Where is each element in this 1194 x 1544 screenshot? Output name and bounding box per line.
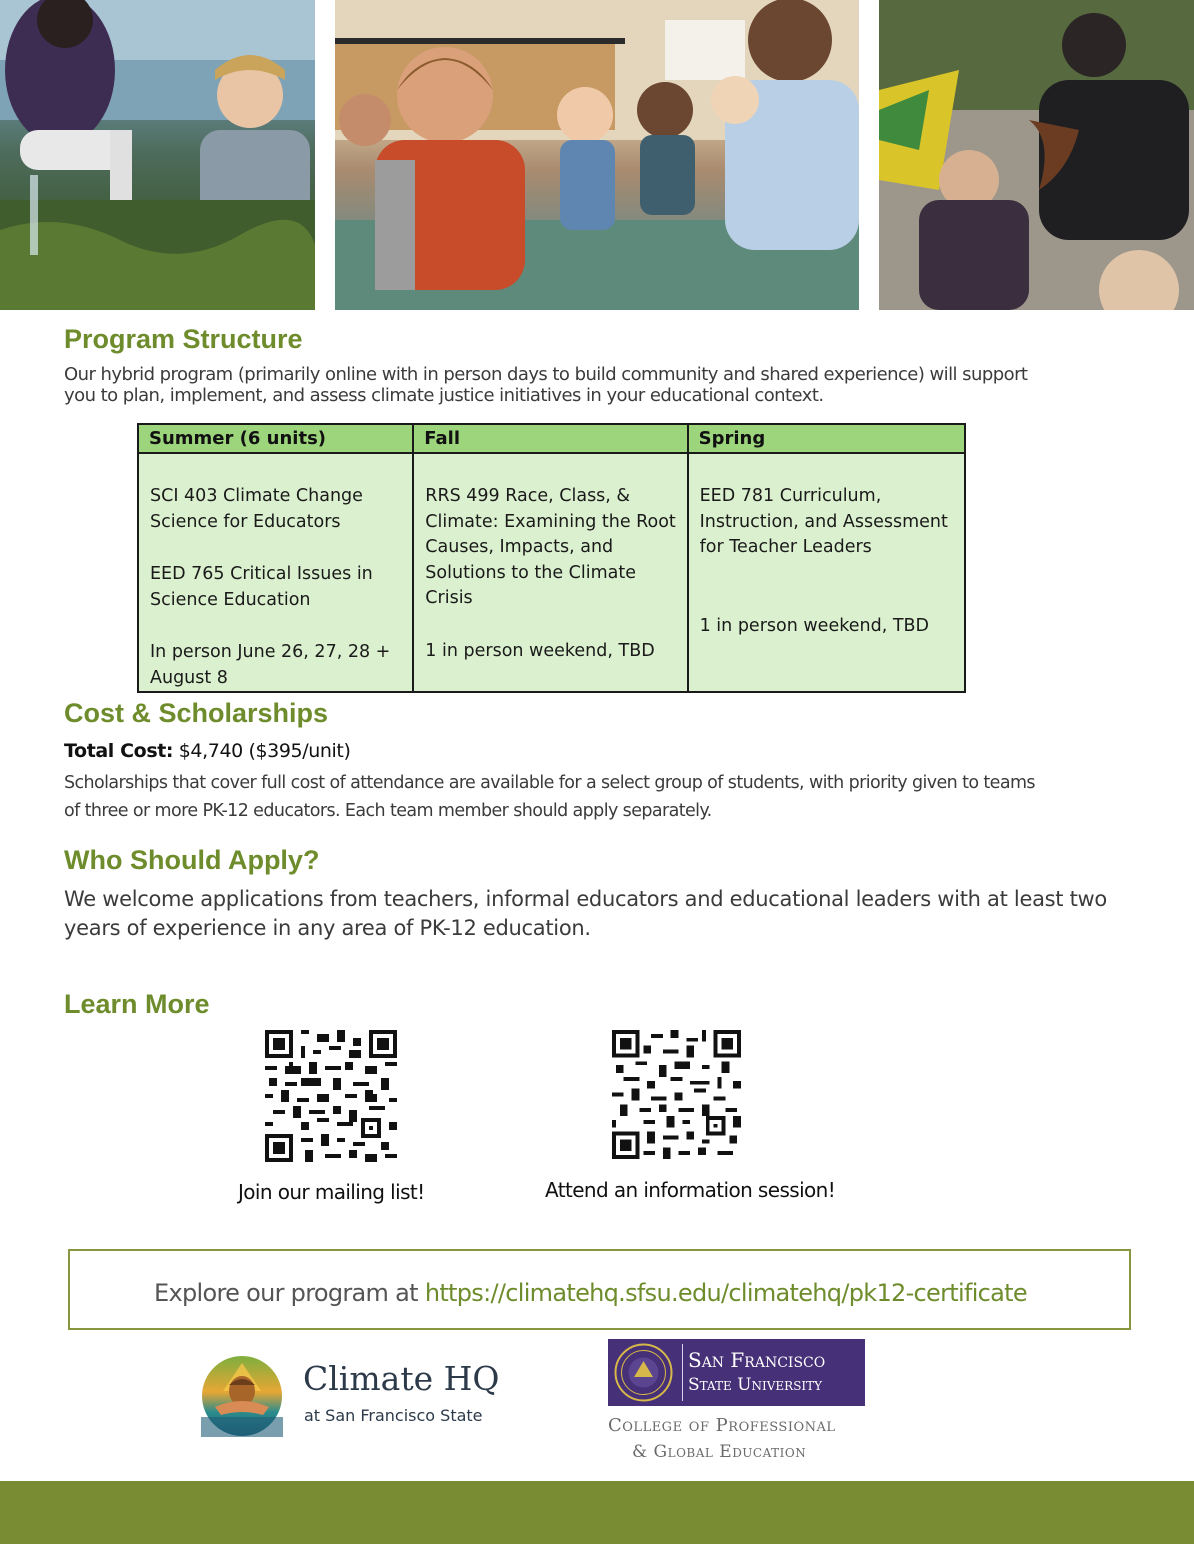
spring-cell: [688, 453, 965, 692]
climate-hq-logo-icon: [201, 1355, 283, 1437]
photo-classroom-circle: [335, 0, 859, 310]
fall-in-person-dates: 1 in person weekend, TBD: [425, 640, 655, 661]
who-should-apply-heading: Who Should Apply?: [64, 845, 320, 875]
course-eed-781: EED 781 Curriculum, Instruction, and Assessment for Teacher Leaders: [699, 486, 948, 557]
fall-cell: [413, 453, 687, 692]
scholarship-line-2: of three or more PK-12 educators. Each team member should apply separately.: [64, 801, 712, 821]
course-eed-765: EED 765 Critical Issues in Science Education: [150, 564, 373, 610]
info-session-caption: Attend an information session!: [545, 1178, 836, 1202]
course-schedule-table: [137, 423, 966, 693]
eligibility-line-2: years of experience in any area of PK-12 education.: [64, 916, 591, 940]
photo-tidepool-children: [0, 0, 315, 310]
mailing-list-qr-code[interactable]: [265, 1030, 397, 1162]
sfsu-name-line-2: State University: [688, 1375, 823, 1395]
total-cost: [64, 740, 350, 762]
total-cost-label: Total Cost:: [64, 740, 174, 762]
sfsu-logo-divider: [682, 1344, 683, 1401]
program-intro: [64, 364, 1027, 406]
explore-program-text: [154, 1279, 1027, 1307]
course-sci-403: SCI 403 Climate Change Science for Educators: [150, 486, 363, 532]
spring-in-person-dates: 1 in person weekend, TBD: [699, 615, 929, 636]
program-intro-line-1: Our hybrid program (primarily online with in person days to build community and shared experience) will support: [64, 364, 1028, 385]
sfsu-logo: [608, 1339, 865, 1406]
course-rrs-499: RRS 499 Race, Class, & Climate: Examining the Root Causes, Impacts, and Solutions to the Climate Crisis: [425, 486, 676, 608]
summer-cell: [138, 453, 413, 692]
college-name-line-2: & Global Education: [632, 1442, 807, 1462]
total-cost-value: $4,740 ($395/unit): [173, 740, 351, 762]
footer-bar: [0, 1481, 1194, 1544]
climate-hq-subtitle: at San Francisco State: [304, 1406, 483, 1425]
table-row: [138, 453, 965, 692]
explore-program-box: [68, 1249, 1131, 1330]
scholarship-line-1: Scholarships that cover full cost of attendance are available for a select group of students, with priority given to teams: [64, 773, 1035, 793]
scholarship-description: [64, 769, 1035, 825]
info-session-qr-code[interactable]: [612, 1030, 741, 1159]
program-intro-line-2: you to plan, implement, and assess climate justice initiatives in your educational context.: [64, 385, 824, 406]
table-header-spring: Spring: [688, 424, 965, 453]
college-name-line-1: College of Professional: [608, 1415, 836, 1436]
climate-hq-name: Climate HQ: [303, 1359, 500, 1398]
table-header-summer: Summer (6 units): [138, 424, 413, 453]
eligibility-text: [64, 885, 1107, 943]
cost-heading: Cost & Scholarships: [64, 698, 329, 728]
program-url-link[interactable]: https://climatehq.sfsu.edu/climatehq/pk12-certificate: [424, 1279, 1027, 1307]
table-header-row: [138, 424, 965, 453]
photo-outdoor-kelp: [879, 0, 1194, 310]
program-structure-heading: Program Structure: [64, 324, 303, 354]
table-header-fall: Fall: [413, 424, 687, 453]
learn-more-heading: Learn More: [64, 989, 210, 1019]
summer-in-person-dates: In person June 26, 27, 28 + August 8: [150, 642, 391, 688]
explore-prefix: Explore our program at: [154, 1279, 425, 1307]
sfsu-seal-icon: [610, 1341, 677, 1404]
eligibility-line-1: We welcome applications from teachers, informal educators and educational leaders with at least two: [64, 887, 1107, 911]
mailing-list-caption: Join our mailing list!: [238, 1180, 425, 1204]
sfsu-name-line-1: San Francisco: [688, 1348, 826, 1372]
